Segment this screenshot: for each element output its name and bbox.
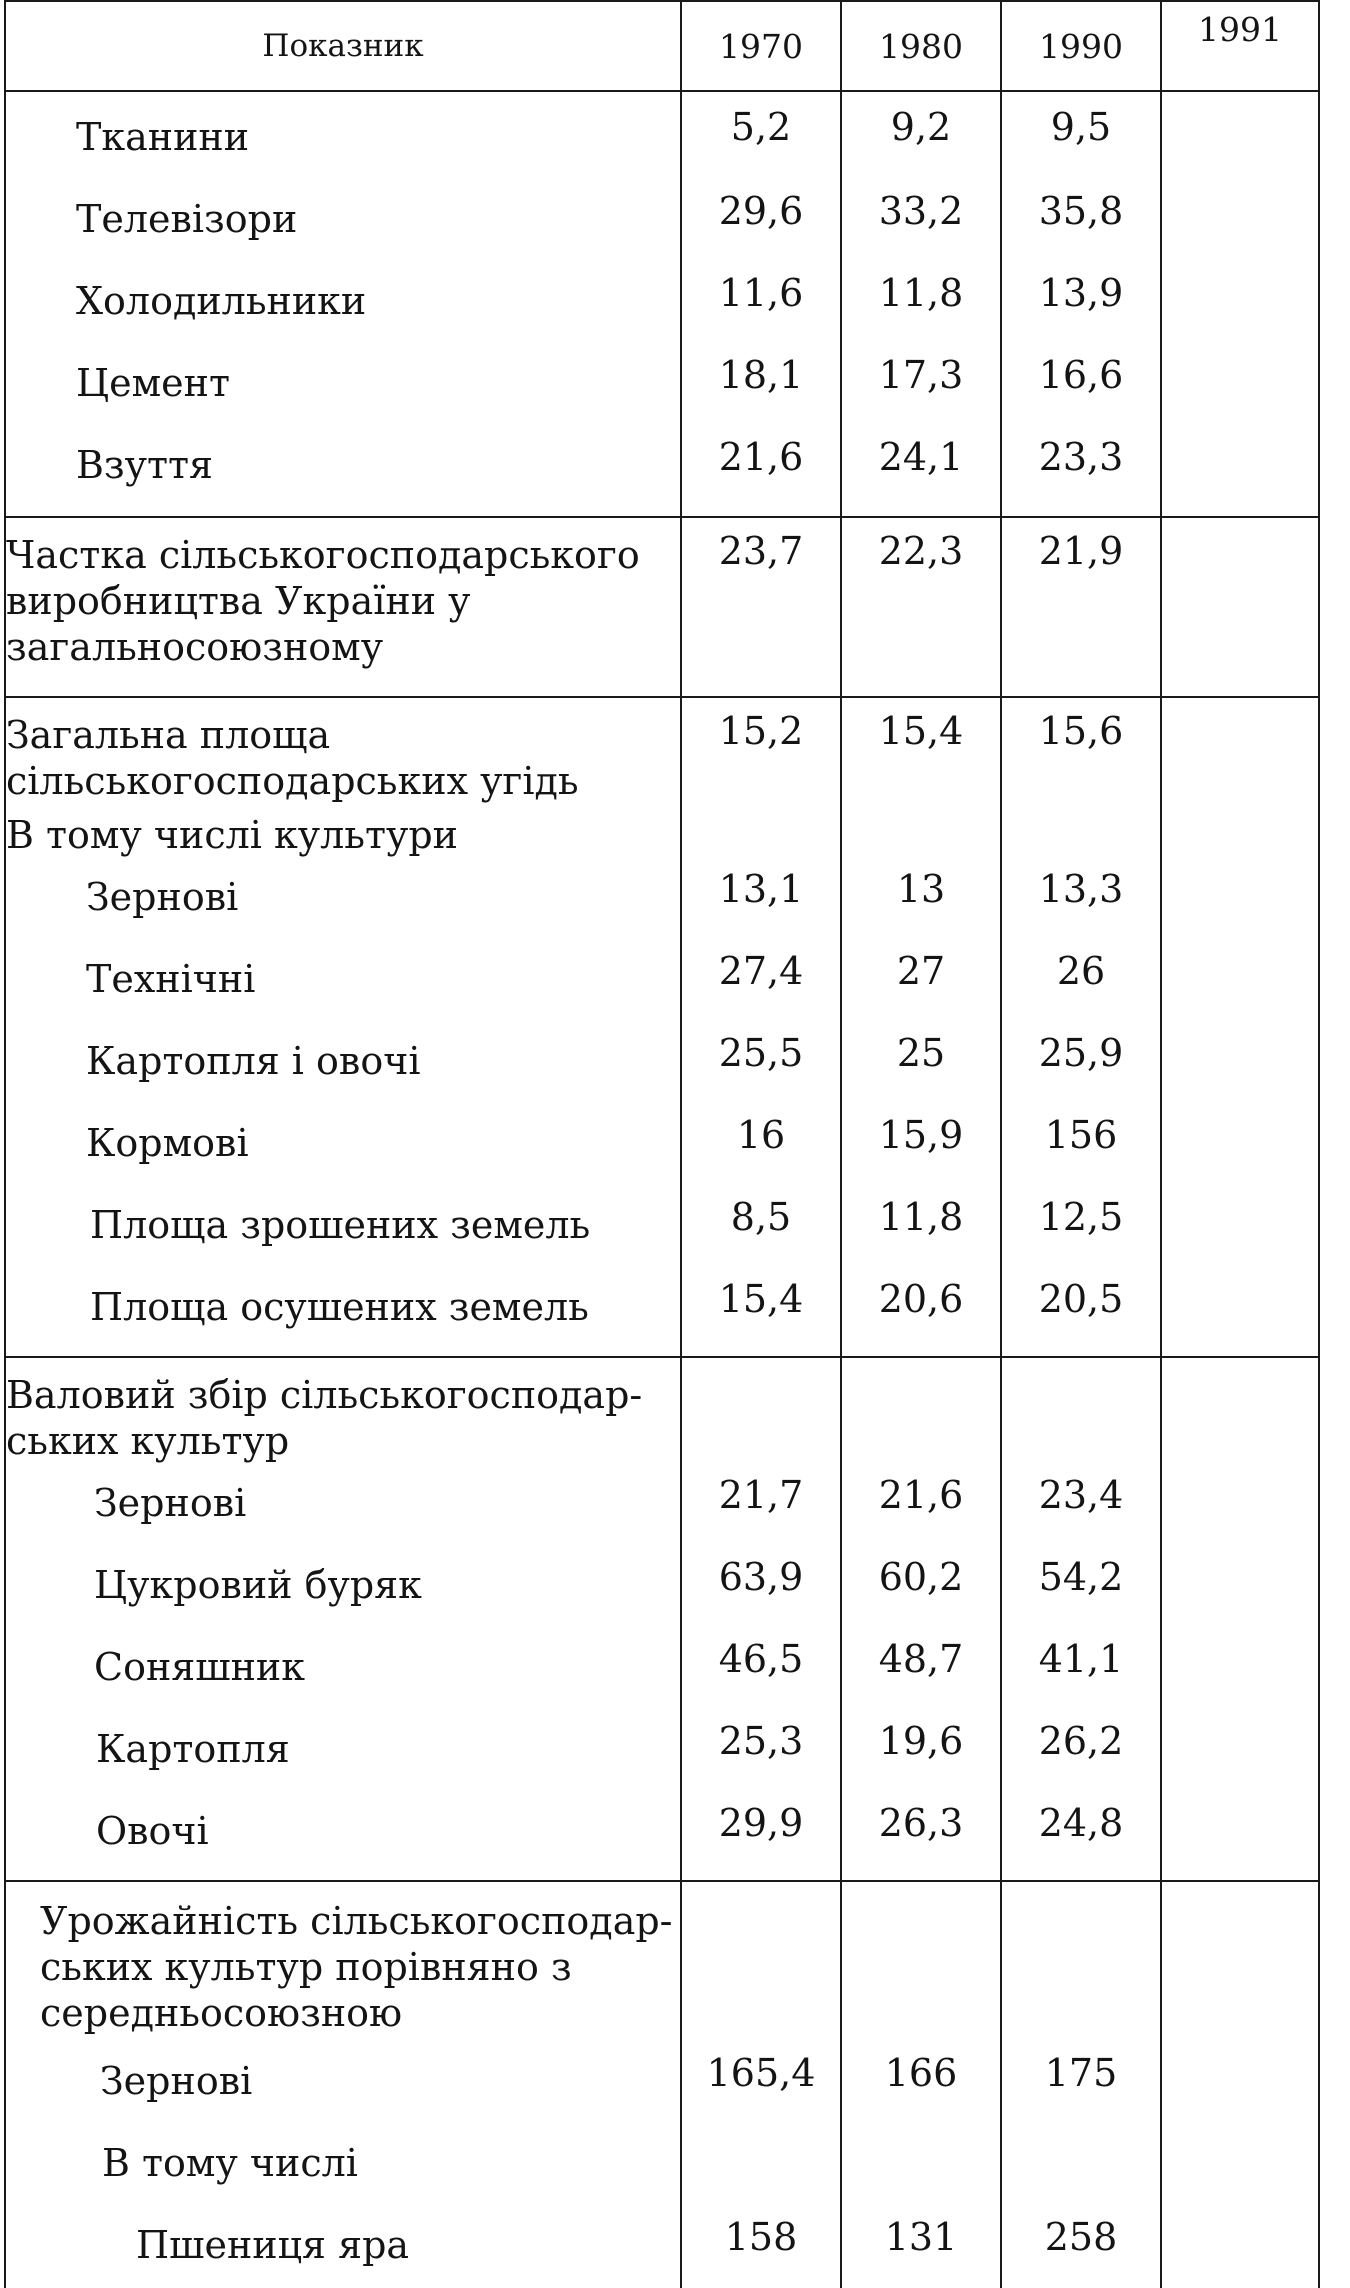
cell-1990 [1001, 1881, 1161, 2042]
table-row [5, 858, 1319, 940]
row-label: Площа осушених земель [5, 1268, 681, 1357]
table-row [5, 1268, 1319, 1357]
cell-1970 [681, 1881, 841, 2042]
cell-1990: 35,8 [1001, 180, 1161, 262]
table-row [5, 1546, 1319, 1628]
row-label: Соняшник [5, 1628, 681, 1710]
cell-1980 [841, 2124, 1001, 2206]
cell-1991 [1161, 2042, 1319, 2124]
header-year-1990: 1990 [1001, 1, 1161, 91]
cell-1980: 21,6 [841, 1464, 1001, 1546]
row-label: Цукровий буряк [5, 1546, 681, 1628]
cell-1980: 26,3 [841, 1792, 1001, 1881]
cell-1970: 29,9 [681, 1792, 841, 1881]
row-label: В тому числі [5, 2124, 681, 2206]
cell-1991 [1161, 858, 1319, 940]
cell-1991 [1161, 940, 1319, 1022]
cell-1980: 166 [841, 2042, 1001, 2124]
table-row [5, 1357, 1319, 1464]
cell-1991 [1161, 517, 1319, 697]
cell-1990: 258 [1001, 2206, 1161, 2288]
cell-1970 [681, 2124, 841, 2206]
cell-1980: 15,9 [841, 1104, 1001, 1186]
cell-1990: 23,3 [1001, 426, 1161, 517]
row-label: Технічні [5, 940, 681, 1022]
header-year-1980: 1980 [841, 1, 1001, 91]
table-row [5, 1022, 1319, 1104]
cell-1990: 175 [1001, 2042, 1161, 2124]
cell-1990: 21,9 [1001, 517, 1161, 697]
cell-1970: 18,1 [681, 344, 841, 426]
cell-1970: 16 [681, 1104, 841, 1186]
row-label: Пшениця яра [5, 2206, 681, 2288]
row-label: Картопля і овочі [5, 1022, 681, 1104]
cell-1980: 13 [841, 858, 1001, 940]
cell-1970: 25,5 [681, 1022, 841, 1104]
row-label: Зернові [5, 2042, 681, 2124]
cell-1980: 19,6 [841, 1710, 1001, 1792]
row-label: Телевізори [5, 180, 681, 262]
cell-1990 [1001, 808, 1161, 858]
row-label: В тому числі культури [5, 808, 681, 858]
cell-1970: 15,4 [681, 1268, 841, 1357]
cell-1991 [1161, 1268, 1319, 1357]
cell-1990: 12,5 [1001, 1186, 1161, 1268]
cell-1991 [1161, 1792, 1319, 1881]
cell-1991 [1161, 2206, 1319, 2288]
cell-1980 [841, 808, 1001, 858]
cell-1970: 13,1 [681, 858, 841, 940]
table-row [5, 1710, 1319, 1792]
cell-1990: 26,2 [1001, 1710, 1161, 1792]
cell-1980: 20,6 [841, 1268, 1001, 1357]
cell-1970: 46,5 [681, 1628, 841, 1710]
cell-1990: 20,5 [1001, 1268, 1161, 1357]
table-row [5, 808, 1319, 858]
cell-1991 [1161, 1881, 1319, 2042]
row-label: Урожайність сільськогосподар-ських культур порівняно з середньосоюзною [5, 1881, 681, 2042]
cell-1990: 156 [1001, 1104, 1161, 1186]
table-header-row [5, 1, 1319, 91]
cell-1970: 11,6 [681, 262, 841, 344]
table-row [5, 180, 1319, 262]
cell-1980: 15,4 [841, 697, 1001, 808]
cell-1980 [841, 1357, 1001, 1464]
cell-1970: 21,7 [681, 1464, 841, 1546]
table-row [5, 697, 1319, 808]
cell-1990: 26 [1001, 940, 1161, 1022]
cell-1991 [1161, 1022, 1319, 1104]
cell-1970: 165,4 [681, 2042, 841, 2124]
cell-1970: 8,5 [681, 1186, 841, 1268]
row-label: Холодильники [5, 262, 681, 344]
header-year-1991: 1991 [1161, 1, 1319, 91]
table-row [5, 426, 1319, 517]
row-label: Загальна площа сільськогосподарських угідь [5, 697, 681, 808]
header-indicator: Показник [5, 1, 681, 91]
cell-1970: 158 [681, 2206, 841, 2288]
table-row [5, 2042, 1319, 2124]
row-label: Частка сільськогосподарського виробництва України у загальносоюзному [5, 517, 681, 697]
cell-1990 [1001, 2124, 1161, 2206]
cell-1980: 22,3 [841, 517, 1001, 697]
row-label: Кормові [5, 1104, 681, 1186]
row-label: Цемент [5, 344, 681, 426]
cell-1991 [1161, 426, 1319, 517]
cell-1991 [1161, 1628, 1319, 1710]
cell-1991 [1161, 1464, 1319, 1546]
row-label: Валовий збір сільськогосподар-ських культур [5, 1357, 681, 1464]
table-row [5, 2124, 1319, 2206]
cell-1980: 24,1 [841, 426, 1001, 517]
row-label: Картопля [5, 1710, 681, 1792]
cell-1991 [1161, 1357, 1319, 1464]
cell-1990: 23,4 [1001, 1464, 1161, 1546]
row-label: Тканини [5, 91, 681, 180]
table-row [5, 2206, 1319, 2288]
cell-1991 [1161, 2124, 1319, 2206]
table-row [5, 1104, 1319, 1186]
row-label: Овочі [5, 1792, 681, 1881]
cell-1991 [1161, 697, 1319, 808]
table-row [5, 1881, 1319, 2042]
row-label: Зернові [5, 858, 681, 940]
table-row [5, 1186, 1319, 1268]
cell-1991 [1161, 344, 1319, 426]
cell-1980: 9,2 [841, 91, 1001, 180]
cell-1980: 60,2 [841, 1546, 1001, 1628]
cell-1970: 21,6 [681, 426, 841, 517]
table-row [5, 1628, 1319, 1710]
cell-1970: 25,3 [681, 1710, 841, 1792]
cell-1970: 15,2 [681, 697, 841, 808]
cell-1990: 24,8 [1001, 1792, 1161, 1881]
cell-1980: 17,3 [841, 344, 1001, 426]
cell-1991 [1161, 262, 1319, 344]
cell-1990: 16,6 [1001, 344, 1161, 426]
table-row [5, 1464, 1319, 1546]
cell-1980: 11,8 [841, 262, 1001, 344]
statistics-table [4, 0, 1320, 2288]
cell-1990: 13,3 [1001, 858, 1161, 940]
table-row [5, 517, 1319, 697]
table-row [5, 262, 1319, 344]
cell-1980: 131 [841, 2206, 1001, 2288]
cell-1991 [1161, 1710, 1319, 1792]
cell-1990: 9,5 [1001, 91, 1161, 180]
cell-1991 [1161, 180, 1319, 262]
cell-1970: 5,2 [681, 91, 841, 180]
header-year-1970: 1970 [681, 1, 841, 91]
cell-1980: 27 [841, 940, 1001, 1022]
cell-1970 [681, 1357, 841, 1464]
cell-1980: 25 [841, 1022, 1001, 1104]
table-row [5, 940, 1319, 1022]
cell-1970: 27,4 [681, 940, 841, 1022]
cell-1990 [1001, 1357, 1161, 1464]
cell-1980 [841, 1881, 1001, 2042]
cell-1991 [1161, 1546, 1319, 1628]
row-label: Взуття [5, 426, 681, 517]
cell-1990: 41,1 [1001, 1628, 1161, 1710]
cell-1980: 33,2 [841, 180, 1001, 262]
cell-1991 [1161, 1104, 1319, 1186]
cell-1990: 54,2 [1001, 1546, 1161, 1628]
cell-1990: 13,9 [1001, 262, 1161, 344]
row-label: Зернові [5, 1464, 681, 1546]
cell-1970 [681, 808, 841, 858]
cell-1991 [1161, 808, 1319, 858]
cell-1991 [1161, 1186, 1319, 1268]
cell-1980: 48,7 [841, 1628, 1001, 1710]
cell-1970: 29,6 [681, 180, 841, 262]
cell-1970: 23,7 [681, 517, 841, 697]
cell-1970: 63,9 [681, 1546, 841, 1628]
row-label: Площа зрошених земель [5, 1186, 681, 1268]
table-row [5, 91, 1319, 180]
cell-1991 [1161, 91, 1319, 180]
table-row [5, 344, 1319, 426]
cell-1990: 15,6 [1001, 697, 1161, 808]
cell-1980: 11,8 [841, 1186, 1001, 1268]
table-row [5, 1792, 1319, 1881]
cell-1990: 25,9 [1001, 1022, 1161, 1104]
